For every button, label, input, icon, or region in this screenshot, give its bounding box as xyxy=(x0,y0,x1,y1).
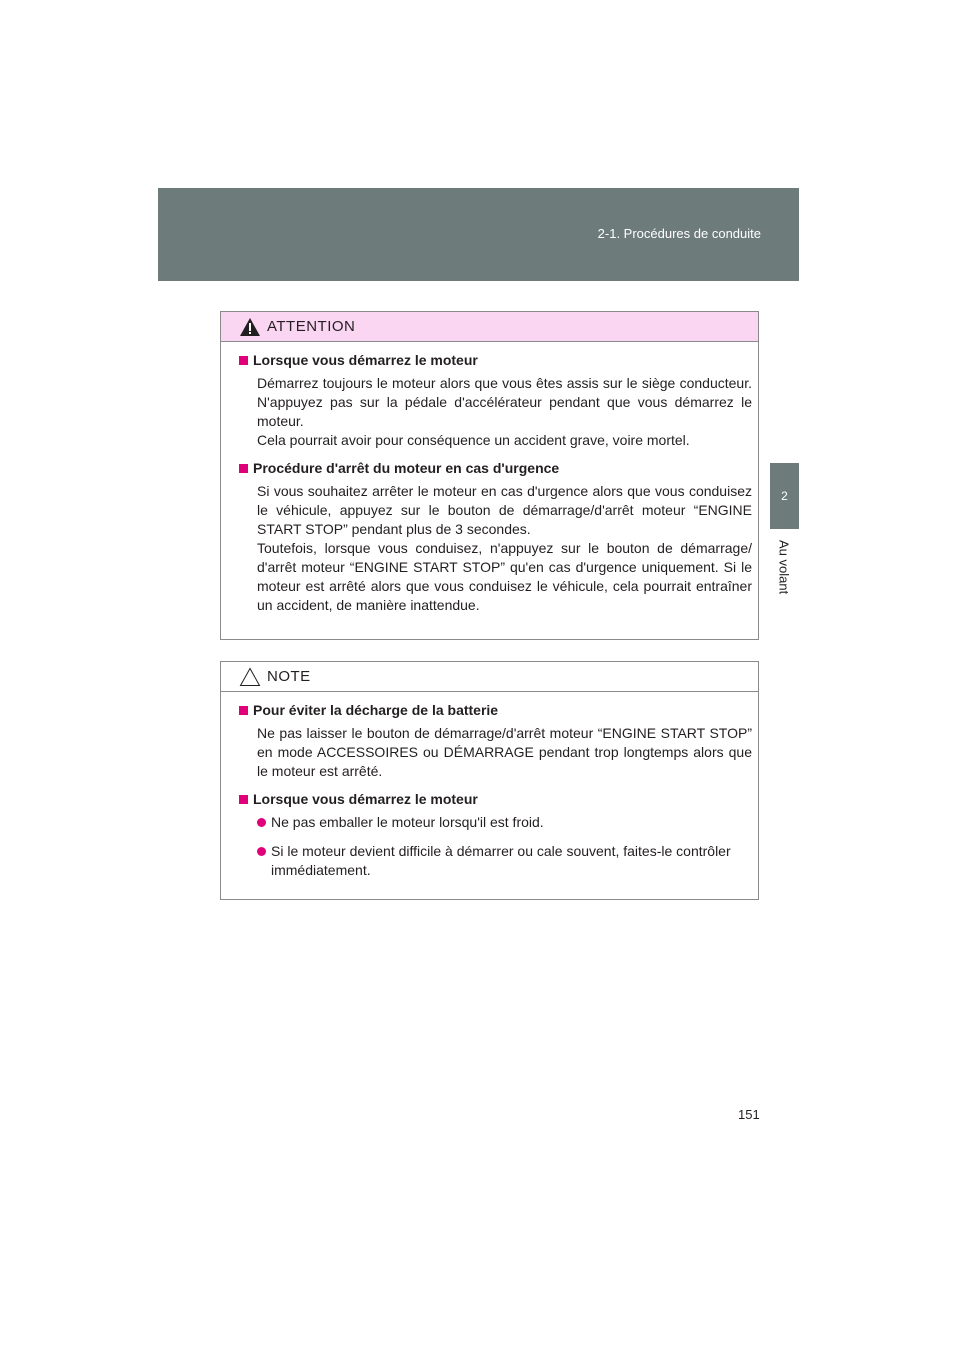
note-section-heading: Lorsque vous démarrez le moteur xyxy=(239,791,752,807)
attention-section-heading: Procédure d'arrêt du moteur en cas d'urgence xyxy=(239,460,752,476)
square-bullet-icon xyxy=(239,706,248,715)
caution-outline-icon xyxy=(239,667,261,687)
note-header xyxy=(221,662,758,692)
chapter-number: 2 xyxy=(781,489,788,503)
page-number: 151 xyxy=(738,1107,760,1122)
attention-section-heading: Lorsque vous démarrez le moteur xyxy=(239,352,752,368)
attention-body xyxy=(221,342,758,615)
note-section-heading: Pour éviter la décharge de la batterie xyxy=(239,702,752,718)
attention-title: ATTENTION xyxy=(267,318,356,335)
header-band xyxy=(158,188,799,281)
section-title: 2-1. Procédures de conduite xyxy=(597,226,761,241)
attention-header xyxy=(221,312,758,342)
square-bullet-icon xyxy=(239,795,248,804)
warning-icon xyxy=(239,317,261,337)
square-bullet-icon xyxy=(239,464,248,473)
attention-paragraph: Cela pourrait avoir pour conséquence un accident grave, voire mortel. xyxy=(257,432,690,448)
list-item: Si le moteur devient difficile à démarrer ou cale souvent, faites-le contrôler immédiatement. xyxy=(257,842,752,880)
chapter-label: Au volant xyxy=(776,540,792,595)
note-paragraph: Ne pas laisser le bouton de démarrage/d'arrêt moteur “ENGINE START STOP” en mode ACCESSOIRES ou DÉMARRAGE pendant trop longtemps alors que le moteur est arrêté. xyxy=(257,725,752,779)
list-item: Ne pas emballer le moteur lorsqu'il est froid. xyxy=(257,813,752,832)
round-bullet-icon xyxy=(257,818,266,827)
note-body xyxy=(221,692,758,880)
note-box xyxy=(220,661,759,900)
chapter-tab xyxy=(770,463,799,529)
square-bullet-icon xyxy=(239,356,248,365)
attention-paragraph: Démarrez toujours le moteur alors que vous êtes assis sur le siège conducteur. N'appuyez pas sur la pédale d'accélérateur pendant que vous démarrez le moteur. xyxy=(257,375,752,429)
note-title: NOTE xyxy=(267,668,311,685)
attention-box xyxy=(220,311,759,640)
round-bullet-icon xyxy=(257,847,266,856)
attention-paragraph: Toutefois, lorsque vous conduisez, n'appuyez sur le bouton de démarrage/ d'arrêt moteur “ENGINE START STOP” qu'en cas d'urgence uniquement. Si le moteur est arrêté alors que vous conduisez le véhicule, cela pourrait entraîner un accident, de manière inattendue. xyxy=(257,540,752,613)
attention-paragraph: Si vous souhaitez arrêter le moteur en cas d'urgence alors que vous conduisez le véhicule, appuyez sur le bouton de démarrage/d'arrêt moteur “ENGINE START STOP” pendant plus de 3 secondes. xyxy=(257,483,752,537)
